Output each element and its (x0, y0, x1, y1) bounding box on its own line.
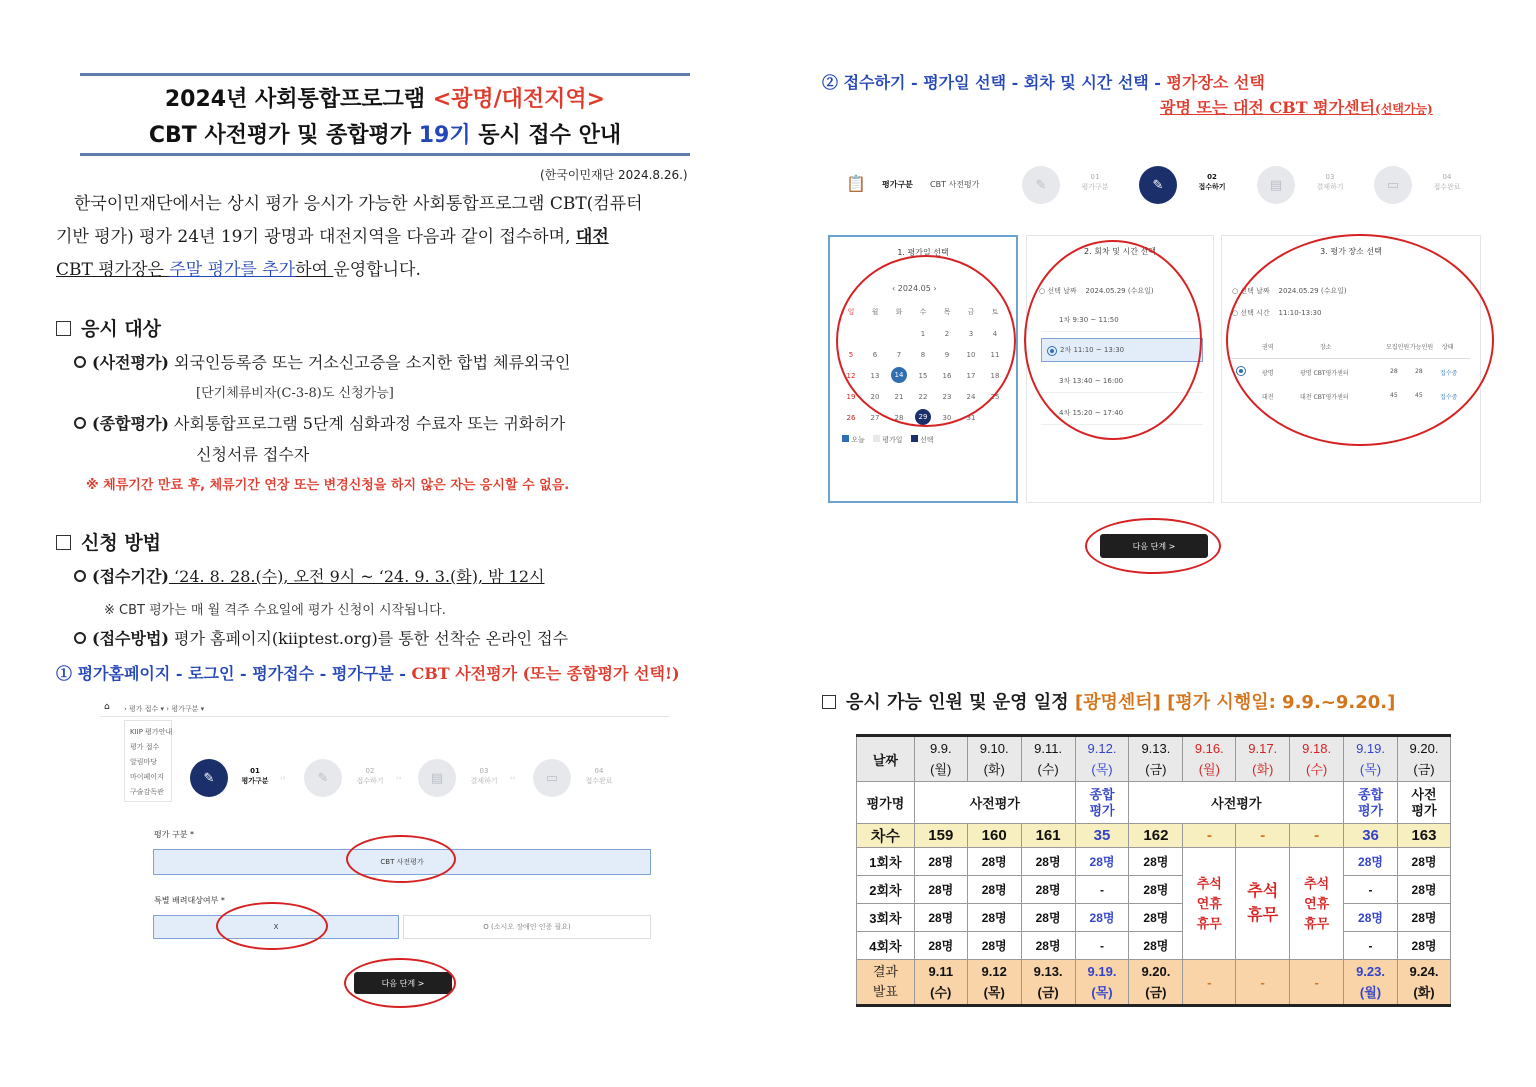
calendar-day[interactable]: 23 (942, 393, 952, 401)
cell-round: 162 (1129, 824, 1183, 848)
cell-session: 28명 (1129, 848, 1183, 876)
venue-place: 광명 CBT평가센터 (1300, 370, 1349, 377)
type-label: 평가 구분 * (154, 830, 194, 839)
intro-end: 운영합니다. (333, 260, 421, 280)
menu-item[interactable]: 평가 접수 (130, 743, 160, 751)
target-item-pre (74, 350, 570, 373)
cell-date: 9.13. (금) (1129, 736, 1183, 782)
cell-name-comp: 종합 평가 (1344, 782, 1398, 824)
page-title-line2 (80, 118, 690, 149)
cell-holiday: 추석 휴무 (1236, 848, 1290, 960)
cell-round: 161 (1021, 824, 1075, 848)
row-header-session: 2회차 (857, 876, 915, 904)
method-period-note: ※ CBT 평가는 매 월 격주 수요일에 평가 신청이 시작됩니다. (104, 603, 446, 618)
cell-name-pre: 사전 평가 (1397, 782, 1450, 824)
cell-date: 9.16. (월) (1183, 736, 1236, 782)
breadcrumb-item-2[interactable]: 평가구분 (171, 705, 199, 713)
calendar-day[interactable]: 4 (992, 330, 998, 338)
venue-status: 접수중 (1440, 370, 1458, 377)
step-pay-icon: ▤ (1257, 166, 1295, 204)
step-done-icon: ▭ (1374, 166, 1412, 204)
category-label: 평가구분 (882, 180, 913, 189)
circle-bullet-icon (74, 417, 86, 429)
menu-item[interactable]: 구술감독관 (130, 788, 164, 796)
step-3-label: 03 결제하기 (1316, 173, 1344, 191)
checkbox-square-icon (822, 695, 836, 709)
method-period (74, 564, 545, 587)
venue-avail: 28 (1415, 368, 1423, 375)
step-2-label: 02 접수하기 (356, 767, 384, 785)
cell-session: 28명 (1021, 876, 1075, 904)
clipboard-icon: 📋 (846, 174, 866, 193)
cell-session: 28명 (1075, 848, 1129, 876)
table-row-dates (857, 736, 1451, 782)
calendar-day[interactable]: 19 (846, 393, 856, 401)
cell-date: 9.19. (목) (1344, 736, 1398, 782)
cell-session: 28명 (1075, 904, 1129, 932)
month-nav[interactable]: ‹ 2024.05 › (892, 284, 937, 293)
cell-round: 159 (914, 824, 967, 848)
breadcrumb-item-1[interactable]: 평가 접수 (129, 705, 159, 713)
weekday-label: 금 (967, 308, 975, 316)
intro-emph-tail: 하여 (295, 260, 334, 280)
step-1-label: 01 평가구분 (241, 767, 269, 785)
method-how-label: (접수방법) (92, 629, 169, 648)
weekday-label: 토 (991, 308, 999, 316)
menu-item[interactable]: 알림마당 (130, 758, 158, 766)
right-step2-sub (1160, 95, 1433, 118)
month-label: 2024.05 (897, 284, 931, 293)
circle-bullet-icon (74, 356, 86, 368)
calendar-day[interactable]: 8 (920, 351, 926, 359)
cell-name-comp: 종합 평가 (1075, 782, 1129, 824)
step-4-label: 04 접수완료 (1433, 173, 1461, 191)
table-row-name (857, 782, 1451, 824)
calendar-day[interactable]: 22 (918, 393, 928, 401)
target-item1-text: 외국인등록증 또는 거소신고증을 소지한 합법 체류외국인 (168, 353, 571, 372)
step-3-label: 03 결제하기 (470, 767, 498, 785)
schedule-title (822, 688, 1395, 714)
calendar-day[interactable]: 11 (990, 351, 1000, 359)
venue-region: 광명 (1262, 370, 1274, 377)
breadcrumb: › 평가 접수 ▾ › 평가구분 ▾ (124, 705, 205, 713)
slot-text: 4차 15:20 ~ 17:40 (1059, 408, 1124, 417)
step-apply-icon: ✎ (304, 759, 342, 797)
row-header-session: 1회차 (857, 848, 915, 876)
cell-date: 9.11. (수) (1021, 736, 1075, 782)
venue-table (1230, 334, 1470, 412)
table-row-session (857, 848, 1451, 876)
dropdown-menu (124, 720, 172, 802)
slot-text: 3차 13:40 ~ 16:00 (1059, 376, 1124, 385)
table-row-session (857, 932, 1451, 960)
date-panel-title: 1. 평가일 선택 (897, 248, 949, 257)
row-header-name: 평가명 (857, 782, 915, 824)
calendar-day[interactable]: 21 (894, 393, 904, 401)
cell-session: - (1075, 932, 1129, 960)
method-period-text: ‘24. 8. 28.(수), 오전 9시 ~ ‘24. 9. 3.(화), 밤 12시 (168, 567, 545, 586)
method-step1 (56, 661, 680, 684)
checkbox-square-icon (56, 321, 71, 336)
calendar-day[interactable]: 7 (896, 351, 902, 359)
cell-round: - (1236, 824, 1290, 848)
venue-header: 가능인원 (1410, 344, 1434, 351)
weekday-label: 일 (847, 308, 855, 316)
cell-date: 9.18. (수) (1290, 736, 1344, 782)
calendar-day[interactable]: 27 (870, 414, 880, 422)
time-slot-1[interactable] (1041, 308, 1203, 332)
cell-name-pre: 사전평가 (1129, 782, 1344, 824)
selected-date-row: ○ 선택 날짜 2024.05.29 (수요일) (1039, 287, 1154, 295)
weekday-label: 수 (919, 308, 927, 316)
left-screenshot (100, 696, 670, 1016)
calendar-day[interactable]: 1 (920, 330, 926, 338)
calendar-day[interactable]: 3 (968, 330, 974, 338)
calendar-day[interactable]: 20 (870, 393, 880, 401)
venue-place: 대전 CBT평가센터 (1300, 394, 1349, 401)
venue-header: 장소 (1320, 344, 1332, 351)
cell-session: 28명 (1344, 904, 1398, 932)
target-item1-label: (사전평가) (92, 353, 169, 372)
step1-number: ① (56, 664, 73, 683)
cell-session: 28명 (967, 932, 1021, 960)
cell-session: 28명 (1129, 876, 1183, 904)
cell-round: 35 (1075, 824, 1129, 848)
cell-holiday: 추석 연휴 휴무 (1290, 848, 1344, 960)
cell-session: 28명 (1397, 876, 1450, 904)
cell-round: 36 (1344, 824, 1398, 848)
time-slot-3[interactable] (1041, 369, 1203, 393)
step-select-icon: ✎ (1022, 166, 1060, 204)
venue-time-row: ○ 선택 시간 11:10-13:30 (1232, 309, 1322, 317)
cell-session: 28명 (1021, 848, 1075, 876)
cell-date: 9.12. (목) (1075, 736, 1129, 782)
cell-result: - (1290, 960, 1344, 1006)
title-suffix: 동시 접수 안내 (470, 123, 622, 148)
row-header-session: 4회차 (857, 932, 915, 960)
slot-text: 1차 9:30 ~ 11:50 (1059, 315, 1119, 324)
calendar-day[interactable]: 24 (966, 393, 976, 401)
category-value: CBT 사전평가 (930, 180, 980, 189)
title-prefix: 2024년 사회통합프로그램 (164, 87, 433, 112)
calendar-day[interactable]: 18 (990, 372, 1000, 380)
menu-item[interactable]: KIIP 평가안내 (130, 728, 173, 736)
calendar-day[interactable]: 12 (846, 372, 856, 380)
intro-emph-daejeon: 대전 (575, 227, 609, 247)
schedule-title-center: [광명센터] (1074, 692, 1161, 713)
cell-session: - (1075, 876, 1129, 904)
table-row-session (857, 876, 1451, 904)
title-prefix2: CBT 사전평가 및 종합평가 (148, 123, 419, 148)
page-title-line1 (80, 82, 690, 113)
time-slot-2[interactable] (1041, 338, 1203, 362)
circle-bullet-icon (74, 632, 86, 644)
radio-selected-icon[interactable] (1236, 366, 1246, 376)
cell-session: 28명 (1344, 848, 1398, 876)
calendar-day[interactable]: 15 (918, 372, 928, 380)
step-done-icon: ▭ (533, 759, 571, 797)
cell-result: 9.20. (금) (1129, 960, 1183, 1006)
section-method-text: 신청 방법 (81, 532, 162, 554)
cell-session: - (1344, 876, 1398, 904)
venue-date-label: 선택 날짜 (1240, 287, 1270, 295)
cell-result: - (1236, 960, 1290, 1006)
calendar-day[interactable]: 25 (990, 393, 1000, 401)
header-divider (100, 716, 670, 717)
intro-line1: 한국이민재단에서는 상시 평가 응시가 가능한 사회통합프로그램 CBT(컴퓨터 (74, 194, 643, 214)
step1-path: 평가홈페이지 - 로그인 - 평가접수 - 평가구분 - (72, 664, 412, 683)
section-target-text: 응시 대상 (81, 318, 162, 340)
cell-session: 28명 (914, 932, 967, 960)
intro-paragraph (56, 188, 718, 287)
cell-date: 9.10. (화) (967, 736, 1021, 782)
special-label: 특별 배려대상여부 * (154, 896, 225, 905)
cell-result: 9.19. (목) (1075, 960, 1129, 1006)
step2-sub-main: 광명 또는 대전 CBT 평가센터 (1160, 98, 1376, 117)
venue-avail: 45 (1415, 392, 1423, 399)
target-warning: ※ 체류기간 만료 후, 체류기간 연장 또는 변경신청을 하지 않은 자는 응시할 수 없음. (86, 478, 570, 493)
date-panel (828, 235, 1018, 503)
cell-session: 28명 (1397, 904, 1450, 932)
circle-bullet-icon (74, 570, 86, 582)
calendar-day[interactable]: 10 (966, 351, 976, 359)
row-header-result: 결과 발표 (857, 960, 915, 1006)
cell-round: 163 (1397, 824, 1450, 848)
intro-emph-cbt: CBT 평가장은 (56, 260, 170, 280)
weekday-label: 화 (895, 308, 903, 316)
selected-date-value: 2024.05.29 (수요일) (1085, 287, 1154, 295)
cell-session: 28명 (967, 848, 1021, 876)
step2-sub-small: (선택가능) (1375, 102, 1433, 116)
venue-divider (1230, 358, 1470, 359)
cell-date: 9.20. (금) (1397, 736, 1450, 782)
target-item-comp (74, 411, 565, 434)
step2-number: ② (822, 73, 839, 92)
cell-round: - (1290, 824, 1344, 848)
special-yes-option[interactable]: O (소시오 장애인 인증 필요) (403, 915, 651, 939)
venue-status: 접수중 (1440, 394, 1458, 401)
calendar-day[interactable]: 13 (870, 372, 880, 380)
step-select-icon: ✎ (190, 759, 228, 797)
calendar-day[interactable]: 26 (846, 414, 856, 422)
calendar-day[interactable]: 29 (915, 409, 931, 425)
next-step-button[interactable]: 다음 단계 > (354, 972, 452, 994)
cell-session: 28명 (914, 876, 967, 904)
cell-name-pre: 사전평가 (914, 782, 1075, 824)
cell-round: - (1183, 824, 1236, 848)
cell-holiday: 추석 연휴 휴무 (1183, 848, 1236, 960)
table-row-session (857, 904, 1451, 932)
cell-session: - (1344, 932, 1398, 960)
home-icon[interactable]: ⌂ (104, 702, 110, 712)
step-pay-icon: ▤ (418, 759, 456, 797)
time-panel-title: 2. 회차 및 시간 선택 (1084, 247, 1156, 256)
row-header-round: 차수 (857, 824, 915, 848)
step-2-label: 02 접수하기 (1198, 173, 1226, 191)
cell-result: 9.24. (화) (1397, 960, 1450, 1006)
section-method-heading (56, 528, 161, 555)
venue-header: 모집인원 (1386, 344, 1410, 351)
special-no-option[interactable]: X (153, 915, 399, 939)
issue-date: (한국이민재단 2024.8.26.) (540, 168, 688, 182)
intro-line2: 기반 평가) 평가 24년 19기 광명과 대전지역을 다음과 같이 접수하며, (56, 227, 576, 247)
type-select-cbt[interactable]: CBT 사전평가 (153, 849, 651, 875)
venue-total: 28 (1390, 368, 1398, 375)
weekday-label: 월 (871, 308, 879, 316)
section-target-heading (56, 314, 161, 341)
right-screenshot (826, 160, 1486, 560)
cell-session: 28명 (1021, 904, 1075, 932)
title-top-rule (80, 73, 690, 76)
schedule-table (856, 734, 1451, 1007)
venue-time-value: 11:10-13:30 (1278, 309, 1322, 317)
cell-result: 9.13. (금) (1021, 960, 1075, 1006)
cell-result: 9.12 (목) (967, 960, 1021, 1006)
method-how-text: 평가 홈페이지(kiiptest.org)를 통한 선착순 온라인 접수 (168, 629, 569, 648)
weekday-label: 목 (943, 308, 951, 316)
radio-selected-icon (1047, 346, 1057, 356)
venue-header: 권역 (1262, 344, 1274, 351)
table-row-result (857, 960, 1451, 1006)
step2-path: 접수하기 - 평가일 선택 - 회차 및 시간 선택 - (838, 73, 1167, 92)
step2-red: 평가장소 선택 (1166, 73, 1265, 92)
cell-date: 9.9. (월) (914, 736, 967, 782)
cell-session: 28명 (1397, 848, 1450, 876)
venue-total: 45 (1390, 392, 1398, 399)
method-period-label: (접수기간) (92, 567, 169, 586)
time-slot-4[interactable] (1041, 401, 1203, 425)
title-round: 19기 (418, 123, 471, 148)
venue-panel-title: 3. 평가 장소 선택 (1320, 247, 1382, 256)
step-arrow-icon: ›› (510, 774, 516, 782)
intro-emph-weekend: 주말 평가를 추가 (169, 260, 296, 280)
target-item1-note: [단기체류비자(C-3-8)도 신청가능] (196, 386, 394, 401)
cell-session: 28명 (914, 848, 967, 876)
target-item2-label: (종합평가) (92, 414, 169, 433)
cell-session: 28명 (967, 904, 1021, 932)
calendar-day[interactable]: 6 (872, 351, 878, 359)
cell-round: 160 (967, 824, 1021, 848)
calendar-day[interactable]: 31 (966, 414, 976, 422)
calendar-day[interactable]: 5 (848, 351, 854, 359)
cell-result: 9.23. (월) (1344, 960, 1398, 1006)
step-1-label: 01 평가구분 (1081, 173, 1109, 191)
step-apply-icon: ✎ (1139, 166, 1177, 204)
cell-session: 28명 (967, 876, 1021, 904)
cell-result: - (1183, 960, 1236, 1006)
target-item2-text: 사회통합프로그램 5단계 심화과정 수료자 또는 귀화허가 (168, 414, 566, 433)
schedule-title-period: [평가 시행일: 9.9.~9.20.] (1160, 692, 1396, 713)
time-panel (1026, 235, 1214, 503)
cell-date: 9.17. (화) (1236, 736, 1290, 782)
venue-header: 상태 (1442, 344, 1454, 351)
calendar-day[interactable]: 17 (966, 372, 976, 380)
selected-date-label: 선택 날짜 (1047, 287, 1077, 295)
calendar-legend: 오늘 평가일 선택 (842, 435, 934, 445)
calendar-day[interactable]: 16 (942, 372, 952, 380)
table-row-round (857, 824, 1451, 848)
target-item2-cont: 신청서류 접수자 (196, 445, 310, 464)
calendar-day[interactable]: 9 (944, 351, 950, 359)
step-arrow-icon: ›› (280, 774, 286, 782)
menu-item[interactable]: 마이페이지 (130, 773, 164, 781)
venue-region: 대전 (1262, 394, 1274, 401)
calendar-day[interactable]: 14 (891, 367, 907, 383)
venue-date-row: ○ 선택 날짜 2024.05.29 (수요일) (1232, 287, 1347, 295)
venue-time-label: 선택 시간 (1240, 309, 1270, 317)
schedule-title-text: 응시 가능 인원 및 운영 일정 (846, 692, 1075, 713)
step-4-label: 04 접수완료 (585, 767, 613, 785)
title-region: <광명/대전지역> (432, 87, 606, 112)
venue-panel (1221, 235, 1481, 503)
step-arrow-icon: ›› (396, 774, 402, 782)
cell-session: 28명 (1021, 932, 1075, 960)
cell-session: 28명 (914, 904, 967, 932)
right-step2-heading (822, 70, 1265, 93)
calendar-day[interactable]: 30 (942, 414, 952, 422)
method-how (74, 626, 568, 649)
title-bottom-rule (80, 153, 690, 156)
slot-text: 2차 11:10 ~ 13:30 (1060, 346, 1125, 354)
checkbox-square-icon (56, 535, 71, 550)
calendar-day[interactable]: 28 (894, 414, 904, 422)
cell-session: 28명 (1129, 904, 1183, 932)
calendar-grid (840, 303, 1010, 453)
row-header-session: 3회차 (857, 904, 915, 932)
cell-session: 28명 (1129, 932, 1183, 960)
cell-result: 9.11 (수) (914, 960, 967, 1006)
cell-session: 28명 (1397, 932, 1450, 960)
next-step-button[interactable]: 다음 단계 > (1100, 534, 1208, 558)
venue-date-value: 2024.05.29 (수요일) (1278, 287, 1347, 295)
step1-red: CBT 사전평가 (또는 종합평가 선택!) (411, 664, 680, 683)
calendar-day[interactable]: 2 (944, 330, 950, 338)
row-header-date: 날짜 (857, 736, 915, 782)
